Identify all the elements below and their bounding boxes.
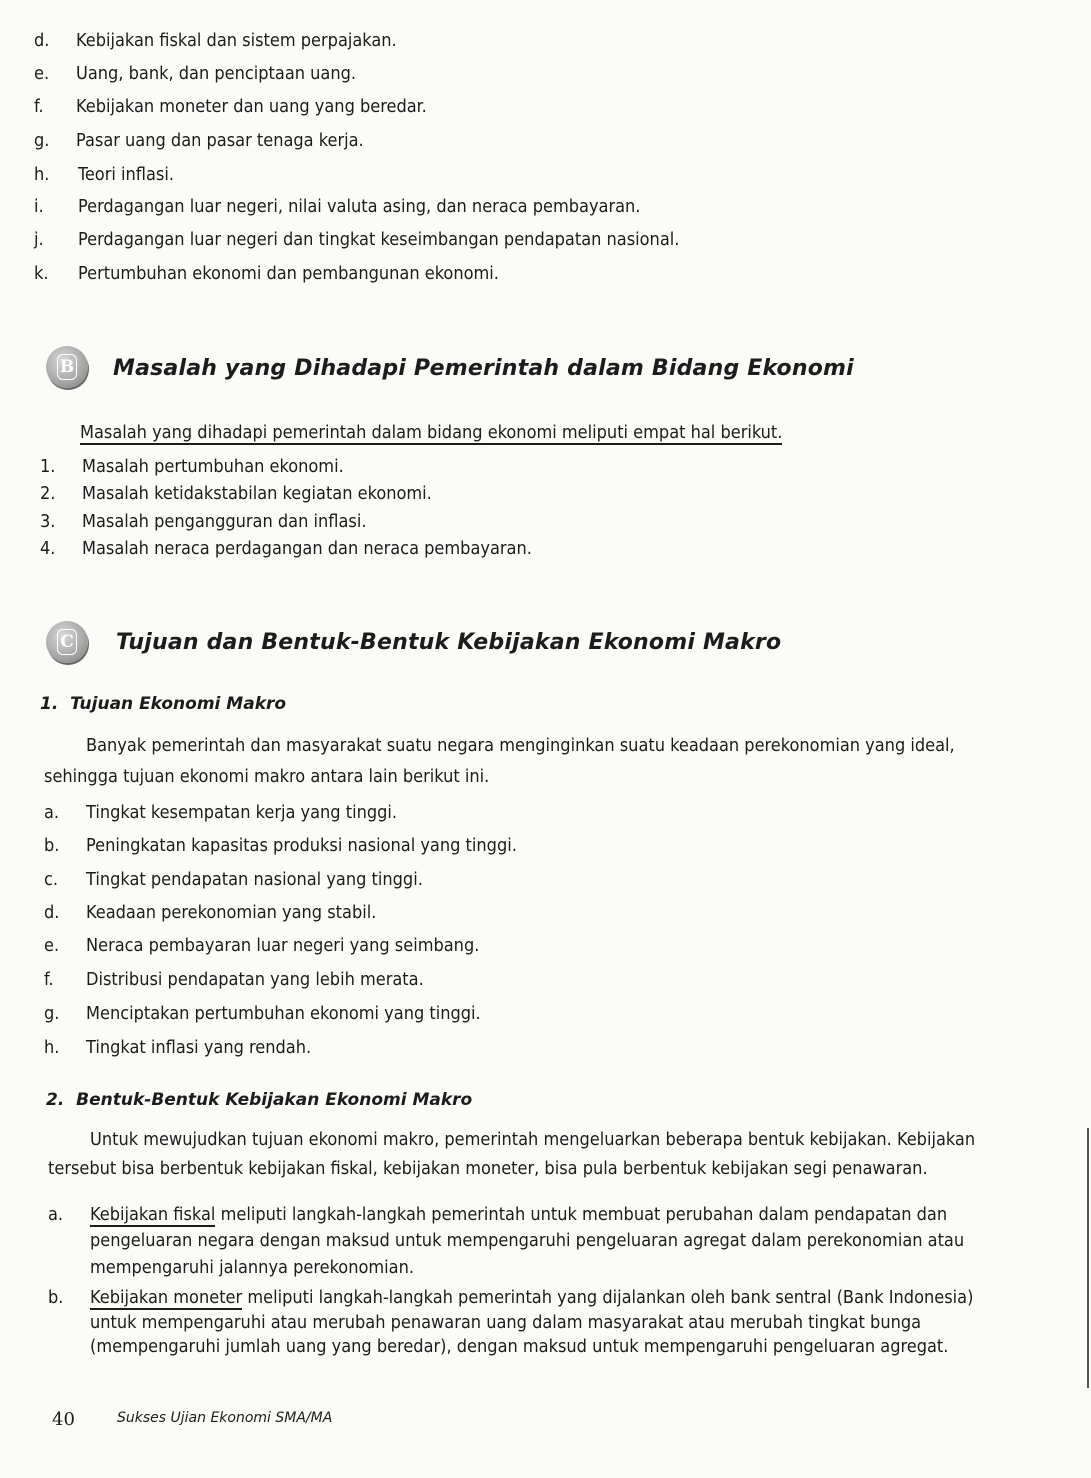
section-c-badge-icon: C [46, 621, 88, 663]
page-number: 40 [52, 1409, 75, 1430]
fiscal-policy-term: Kebijakan fiskal [90, 1204, 216, 1225]
scanned-page: d. Kebijakan fiskal dan sistem perpajakan. e. Uang, bank, dan penciptaan uang. f. Kebijakan moneter dan uang yang beredar. g. Pasar uang dan pasar tenaga kerja. h. Teori inflasi. i. Perdagangan luar negeri, nilai valuta asing, dan neraca pembayaran. j. Perdagangan luar negeri dan tingkat keseimbangan pendapatan nasional. k. Pertumbuhan ekonomi dan pembangunan ekonomi. B Masalah yang Dihadapi Pemerintah dalam Bidang Ekonomi Masalah yang dihadapi pemerintah dalam bidang ekonomi meliputi empat hal berikut. 1. Masalah pertumbuhan ekonomi. 2. Masalah ketidakstabilan kegiatan ekonomi. 3. Masalah pengangguran dan inflasi. 4. Masalah neraca perdagangan dan neraca pembayaran. C Tujuan dan Bentuk-Bentuk Kebijakan Ekonomi Makro 1. Tujuan Ekonomi Makro Banyak pemerintah dan masyarakat suatu negara menginginkan suatu keadaan perekonomian yang ideal, sehingga tujuan ekonomi makro antara lain berikut ini. a. Tingkat kesempatan kerja yang tinggi. b. Peningkatan kapasitas produksi nasional yang tinggi. c. Tingkat pendapatan nasional yang tinggi. d. Keadaan perekonomian yang stabil. e. Neraca pembayaran luar negeri yang seimbang. f. Distribusi pendapatan yang lebih merata. g. Menciptakan pertumbuhan ekonomi yang tinggi. h. Tingkat inflasi yang rendah. 2. Bentuk-Bentuk Kebijakan Ekonomi Makro Untuk mewujudkan tujuan ekonomi makro, pemerintah mengeluarkan beberapa bentuk kebijakan. Kebijakan tersebut bisa berbentuk kebijakan fiskal, kebijakan moneter, bisa pula berbentuk kebijakan segi penawaran. a. Kebijakan fiskal meliputi langkah-langkah pemerintah untuk membuat perubahan dalam pendapatan dan pengeluaran negara dengan maksud untuk mempengaruhi pengeluaran agregat dalam perekonomian atau mempengaruhi jalannya perekonomian. b. Kebijakan moneter meliputi langkah-langkah pemerintah yang dijalankan oleh bank sentral (Bank Indonesia) untuk mempengaruhi atau merubah penawaran uang dalam masyarakat atau merubah tingkat bunga (mempengaruhi jumlah uang yang beredar), dengan maksud untuk mempengaruhi pengeluaran agregat. 40 Sukses Ujian Ekonomi SMA/MA [0, 0, 1091, 1478]
section-b-intro: Masalah yang dihadapi pemerintah dalam bidang ekonomi meliputi empat hal berikut. [80, 422, 783, 443]
subsection-2-heading: 2. Bentuk-Bentuk Kebijakan Ekonomi Makro [46, 1090, 473, 1110]
section-c-title: Tujuan dan Bentuk-Bentuk Kebijakan Ekonomi Makro [116, 630, 782, 655]
scan-edge-divider [1087, 1128, 1089, 1388]
subsection-1-heading: 1. Tujuan Ekonomi Makro [40, 694, 287, 714]
section-b-title: Masalah yang Dihadapi Pemerintah dalam Bidang Ekonomi [113, 356, 854, 381]
subsection-2-para-line1: Untuk mewujudkan tujuan ekonomi makro, pemerintah mengeluarkan beberapa bentuk kebijakan. Kebijakan [90, 1129, 976, 1150]
section-b-badge-icon: B [46, 346, 88, 388]
subsection-2-para-line2: tersebut bisa berbentuk kebijakan fiskal, kebijakan moneter, bisa pula berbentuk kebijakan segi penawaran. [48, 1158, 928, 1179]
subsection-1-para-line1: Banyak pemerintah dan masyarakat suatu negara menginginkan suatu keadaan perekonomian yang ideal, [86, 735, 955, 756]
monetary-policy-term: Kebijakan moneter [90, 1287, 243, 1308]
book-title: Sukses Ujian Ekonomi SMA/MA [117, 1410, 333, 1426]
subsection-1-para-line2: sehingga tujuan ekonomi makro antara lain berikut ini. [44, 766, 490, 787]
